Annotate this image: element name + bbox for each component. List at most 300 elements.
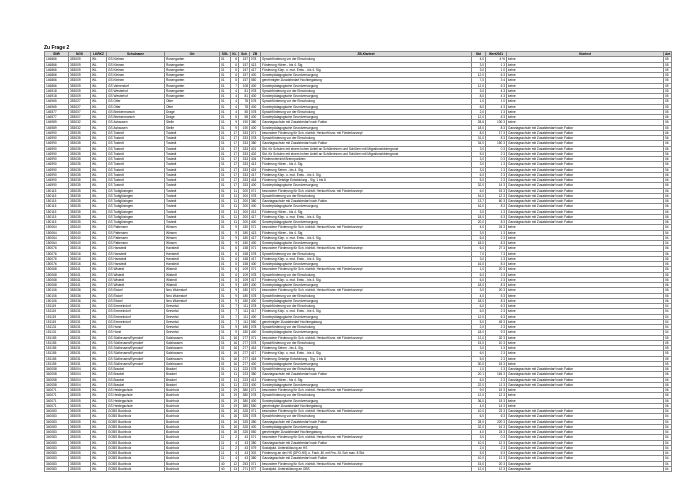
table-cell: Förderung Hören - bis 4. Sig. (261, 162, 472, 167)
table-cell: 151155 (45, 340, 69, 345)
table-cell: Ganztagsschule mit Zusatzbedarf nach Faktor (507, 209, 664, 214)
table-cell: keine (507, 346, 664, 351)
table-cell: WL (91, 125, 107, 130)
table-cell: 04 (664, 314, 672, 319)
table-cell: GOBS Buchholz (107, 440, 165, 445)
table-cell: 078 (250, 251, 261, 256)
table-cell: 190 (239, 125, 250, 130)
table-cell: 353036 (69, 293, 91, 298)
table-cell: Tostedt (165, 193, 220, 198)
table-cell: 1,0 (472, 267, 486, 272)
table-cell: 5,0 (472, 319, 486, 324)
table-cell: 45 3 (486, 319, 507, 324)
table-cell: 353005 (69, 451, 91, 456)
table-cell: 06 (664, 372, 672, 377)
table-cell: Ganztagsschule mit Zusatzbedarf nach Faktor (507, 151, 664, 156)
table-cell: 11 (220, 451, 231, 456)
table-cell: 200 (239, 199, 250, 204)
table-cell: 353035 (69, 214, 91, 219)
table-cell: 7,0 (472, 251, 486, 256)
table-cell: Sonderpädagogische Grundversorgung (261, 298, 472, 303)
table-cell: 3,0 (472, 346, 486, 351)
table-cell: 32,0 (472, 424, 486, 429)
table-cell: keine (507, 403, 664, 408)
table-cell: 353005 (69, 440, 91, 445)
table-cell: Sonderpädagogische Grundversorgung (261, 115, 472, 120)
table-cell: 150076 (45, 256, 69, 261)
table-cell: 9 (231, 288, 239, 293)
table-cell: 4 3 (486, 94, 507, 99)
table-cell: Ganztagsschule mit Zusatzbedarf nach Faktor (261, 372, 472, 377)
table-cell: GS Brinkenmarsch (107, 109, 165, 114)
table-cell: 333 (239, 167, 250, 172)
table-cell: 06 (664, 272, 672, 277)
column-header: NGS (69, 52, 91, 57)
table-cell: WL (91, 372, 107, 377)
table-cell: Ganztagsschule mit Zusatzbedarf nach Faktor (507, 445, 664, 450)
table-cell: GS Pattensen (107, 235, 165, 240)
table-cell: 418 (250, 356, 261, 361)
table-cell: Tostedt (165, 162, 220, 167)
table-cell: 2 3 (486, 356, 507, 361)
table-cell: WL (91, 241, 107, 246)
table-cell: 340083 (45, 440, 69, 445)
table-cell: 06 (664, 136, 672, 141)
table-cell: GS Ashausen (107, 120, 165, 125)
table-cell: 150064 (45, 235, 69, 240)
table-cell: Sprachförderung vor der Einschulung (261, 99, 472, 104)
table-cell: 78 (239, 104, 250, 109)
table-cell: 333 (239, 157, 250, 162)
table-cell: 340083 (45, 424, 69, 429)
table-cell: keine (507, 78, 664, 83)
table-cell: 06 (664, 293, 672, 298)
table-cell: 3,0 (472, 162, 486, 167)
table-cell: Rosengarten (165, 73, 220, 78)
table-cell: 302 (250, 451, 261, 456)
table-cell: 078 (250, 109, 261, 114)
table-cell: Buchholz (165, 466, 220, 471)
table-cell: 17 (231, 172, 239, 177)
table-cell: 60 3 (486, 199, 507, 204)
table-cell: 55 (239, 109, 250, 114)
table-cell: 353005 (69, 445, 91, 450)
table-cell: 150115 (45, 199, 69, 204)
table-cell: WL (91, 267, 107, 272)
column-header: SGL (220, 52, 231, 57)
table-cell: WL (91, 167, 107, 172)
table-cell: besondere Förderung für Sch. nichtdt. Herkunft bzw. mit Förderkonzept (261, 461, 472, 466)
table-cell: 071 (250, 435, 261, 440)
table-cell: 353005 (69, 435, 91, 440)
table-cell: 078 (250, 293, 261, 298)
table-cell: 06 (664, 178, 672, 183)
table-cell: keine (507, 99, 664, 104)
table-cell: 06 (664, 403, 672, 408)
table-cell: 9 (231, 225, 239, 230)
table-cell: 353009 (69, 83, 91, 88)
table-cell: 146866 (45, 73, 69, 78)
table-cell: Sonderpädagogische Grundversorgung (261, 241, 472, 246)
table-cell: 078 (250, 88, 261, 93)
table-cell: 333 (239, 183, 250, 188)
table-cell: Sonderpädagogische Grundversorgung (261, 73, 472, 78)
table-cell: 253 (239, 461, 250, 466)
table-cell: 27 3 (486, 246, 507, 251)
table-cell: 06 (664, 199, 672, 204)
table-cell: Ganztagsschule mit Zusatzbedarf nach Faktor (507, 414, 664, 419)
table-cell: 01 (220, 298, 231, 303)
table-cell: 17 (231, 141, 239, 146)
table-cell: GOBS Buchholz (107, 451, 165, 456)
table-cell: 11 (231, 377, 239, 382)
table-cell: 14 3 (486, 403, 507, 408)
table-cell: 19 (231, 393, 239, 398)
table-cell: 16 (231, 335, 239, 340)
table-cell: genehmigter Zusatzbedarf Hochbegabung (261, 319, 472, 324)
table-cell: 353031 (69, 346, 91, 351)
table-cell: 150068 (45, 267, 69, 272)
table-cell: 01 (220, 88, 231, 93)
table-cell: GS Südheusen/Eyendorf (107, 346, 165, 351)
table-cell: 078 (250, 99, 261, 104)
table-cell: WL (91, 340, 107, 345)
table-cell: 550 (250, 319, 261, 324)
table-cell: 078 (250, 136, 261, 141)
table-cell: Sprachförderung vor der Einschulung (261, 109, 472, 114)
table-cell: Tostedt (165, 172, 220, 177)
table-cell: Sprachförderung vor der Einschulung (261, 293, 472, 298)
table-cell: 24 3 (486, 225, 507, 230)
table-cell: 109 (239, 272, 250, 277)
table-cell: WL (91, 419, 107, 424)
table-cell: Tostedt (165, 214, 220, 219)
table-cell: 01 (220, 293, 231, 298)
table-cell: 01 (220, 277, 231, 282)
table-cell: besondere Förderung für Sch. nichtdt. Herkunft bzw. mit Förderkonzept (261, 267, 472, 272)
table-cell: 04 (664, 230, 672, 235)
table-cell: Ganztagsschule mit Zusatzbedarf nach Faktor (507, 188, 664, 193)
table-cell: 380 (250, 440, 261, 445)
table-cell: GS Kleinen (107, 78, 165, 83)
table-cell: 01 (220, 283, 231, 288)
table-cell: 06 (664, 298, 672, 303)
table-cell: 158 (239, 246, 250, 251)
table-cell: Förderung Körp. u. mot. Entw. - bis 4. Sig. (261, 235, 472, 240)
table-cell: GS Brackel (107, 377, 165, 382)
table-cell: 340083 (45, 456, 69, 461)
table-cell: 01 (220, 99, 231, 104)
table-cell: 1 3 (486, 209, 507, 214)
table-cell: keine (507, 57, 664, 62)
table-cell: 06 (664, 262, 672, 267)
table-cell: WL (91, 382, 107, 387)
table-cell: 1 3 (486, 62, 507, 67)
table-cell: 353035 (69, 220, 91, 225)
table-cell: 11 (231, 193, 239, 198)
table-cell: Sonderpädagogische Grundversorgung (261, 83, 472, 88)
table-cell: 380 (239, 398, 250, 403)
table-cell: 200 (239, 193, 250, 198)
table-cell: GOBS Buchholz (107, 466, 165, 471)
table-cell: keine (507, 319, 664, 324)
table-cell: 16,0 (472, 193, 486, 198)
table-cell: 415 (250, 346, 261, 351)
table-cell: GS Westerhof (107, 94, 165, 99)
table-cell: 400 (250, 330, 261, 335)
table-cell: 17 (231, 183, 239, 188)
table-cell: 12,0 (472, 314, 486, 319)
table-cell: WL (91, 57, 107, 62)
table-cell: 400 (250, 298, 261, 303)
table-cell: 146577 (45, 109, 69, 114)
table-cell: 19 (231, 403, 239, 408)
table-cell: WL (91, 314, 107, 319)
table-cell: 146990 (45, 183, 69, 188)
table-cell: 6,0 (472, 188, 486, 193)
table-cell: 150 3 (486, 141, 507, 146)
table-cell: 01 (220, 178, 231, 183)
table-cell: 01 (220, 335, 231, 340)
table-cell: GS Todtglüsingen (107, 214, 165, 219)
table-cell: 6 (231, 57, 239, 62)
table-cell: 380 (250, 456, 261, 461)
table-cell: GS Tostedt (107, 136, 165, 141)
table-cell: 10,0 (472, 456, 486, 461)
table-cell: 0 3 (486, 157, 507, 162)
table-cell: 4 (231, 99, 239, 104)
table-cell: 01 (220, 193, 231, 198)
table-cell: 01 (220, 372, 231, 377)
table-cell: 380 (239, 393, 250, 398)
table-cell: 11 (231, 204, 239, 209)
table-cell: 2 (231, 435, 239, 440)
table-cell: 353040 (69, 241, 91, 246)
table-cell: 01 (220, 346, 231, 351)
table-cell: Rosengarten (165, 62, 220, 67)
table-cell: 4 (231, 456, 239, 461)
table-cell: 340083 (45, 409, 69, 414)
table-cell: WL (91, 388, 107, 393)
table-cell: 01 (220, 109, 231, 114)
table-cell: 6 (231, 246, 239, 251)
table-cell: keine (507, 356, 664, 361)
table-cell: 333 (239, 136, 250, 141)
table-cell: 16 (231, 414, 239, 419)
table-cell: WL (91, 220, 107, 225)
table-cell: GS Wistedt (107, 267, 165, 272)
table-cell: WL (91, 440, 107, 445)
table-cell: 78 (239, 99, 250, 104)
table-cell: 01 (220, 57, 231, 62)
table-cell: 151119 (45, 314, 69, 319)
table-cell: 9,0 (472, 388, 486, 393)
table-cell: 150115 (45, 188, 69, 193)
table-cell: 01 (220, 78, 231, 83)
table-cell: Sprachförderung vor der Einschulung (261, 393, 472, 398)
table-cell: 6 3 (486, 304, 507, 309)
table-cell: Förderung Hören - bis 4. Sig. (261, 62, 472, 67)
table-cell: 8,0 (472, 94, 486, 99)
table-cell: Ganztagsschule mit Zusatzbedarf nach Faktor (507, 141, 664, 146)
table-cell: Förderung Körp. u. mot. Entw. - bis 4. Sig. (261, 172, 472, 177)
table-cell: 16 (231, 346, 239, 351)
table-cell: Ganztagsschule mit Zusatzbedarf nach Faktor (507, 193, 664, 198)
table-cell: WL (91, 272, 107, 277)
table-cell: 333 (239, 172, 250, 177)
table-cell: 01 (220, 414, 231, 419)
table-cell: 333 (239, 130, 250, 135)
table-cell: 180 (239, 230, 250, 235)
table-cell: 413 (250, 230, 261, 235)
table-cell: 6,0 (472, 414, 486, 419)
table-cell: GS Südheusen/Eyendorf (107, 361, 165, 366)
table-cell: 8 3 (486, 220, 507, 225)
table-cell: 32,0 (472, 183, 486, 188)
table-cell: 2,0 (472, 109, 486, 114)
table-cell: 11 (231, 209, 239, 214)
table-cell: 400 (250, 204, 261, 209)
table-cell: 180 (239, 235, 250, 240)
table-cell: Ganztagsschule mit Zusatzbedarf nach Faktor (507, 377, 664, 382)
table-cell: 353016 (69, 246, 91, 251)
table-cell: 01 (220, 267, 231, 272)
table-cell: Buchholz (165, 445, 220, 450)
table-cell: 6 (231, 251, 239, 256)
table-cell: Seevetal (165, 325, 220, 330)
table-cell: 4,0 (472, 430, 486, 435)
table-cell: GS Südheusen/Eyendorf (107, 335, 165, 340)
table-cell: 05 (664, 346, 672, 351)
table-cell: WL (91, 199, 107, 204)
table-cell: 2 3 (486, 325, 507, 330)
table-cell: Rosengarten (165, 83, 220, 88)
table-cell: 353031 (69, 309, 91, 314)
table-cell: 550 (250, 78, 261, 83)
table-cell: Ganztagsschule mit Zusatzbedarf nach Faktor (507, 419, 664, 424)
table-cell: Förderung Sehen - bis 4. Sig. (261, 346, 472, 351)
table-cell: 28,6 (472, 120, 486, 125)
table-cell: 43 (239, 445, 250, 450)
table-cell: WL (91, 298, 107, 303)
table-cell: WL (91, 262, 107, 267)
table-cell: 7 (231, 83, 239, 88)
column-header: Std (472, 52, 486, 57)
table-cell: 6,0 (472, 277, 486, 282)
table-cell: 333 (239, 162, 250, 167)
table-cell: 071 (250, 225, 261, 230)
table-cell: 340058 (45, 372, 69, 377)
table-cell: keine (507, 340, 664, 345)
table-cell: 071 (250, 288, 261, 293)
table-cell: Ganztagsschule mit Zusatzbedarf nach Faktor (507, 214, 664, 219)
table-cell: 05 (664, 88, 672, 93)
table-cell: Sprachförderung vor der Einschulung (261, 325, 472, 330)
table-cell: 31,0 (472, 136, 486, 141)
table-cell: keine (507, 262, 664, 267)
column-header: SNR (45, 52, 69, 57)
page-title: Zu Frage 2 (44, 45, 70, 51)
table-cell: besondere Förderung für Sch. nichtdt. Herkunft bzw. mit Förderkonzept (261, 388, 472, 393)
table-cell: 415 (250, 167, 261, 172)
table-cell: 40 (220, 466, 231, 471)
table-cell: 16 3 (486, 424, 507, 429)
table-cell: 277 (239, 346, 250, 351)
table-cell: 353005 (69, 430, 91, 435)
table-cell: 4,0 (472, 57, 486, 62)
table-cell: Ganztagsschule mit Zusatzbedarf nach Faktor (507, 162, 664, 167)
table-cell: Förderung Geistige Entwicklung - Sig. 1 bis 8 (261, 178, 472, 183)
table-cell: 6 3 (486, 214, 507, 219)
table-cell: 1,0 (472, 99, 486, 104)
table-cell: GS Brackel (107, 372, 165, 377)
table-cell: 146990 (45, 136, 69, 141)
table-cell: Rosengarten (165, 67, 220, 72)
table-cell: 16 (231, 419, 239, 424)
table-cell: WL (91, 251, 107, 256)
table-cell: 2 (231, 445, 239, 450)
table-cell: 04 (664, 325, 672, 330)
table-cell: 43 (239, 435, 250, 440)
table-cell: 3,0 (472, 146, 486, 151)
table-cell: 05 (664, 78, 672, 83)
table-cell: 2 3 (486, 172, 507, 177)
table-cell: 400 (250, 220, 261, 225)
table-cell: 05 (664, 57, 672, 62)
table-cell: 12,0 (472, 83, 486, 88)
table-cell: Rosengarten (165, 88, 220, 93)
table-cell: 6 3 (486, 451, 507, 456)
table-cell: 380 (250, 199, 261, 204)
table-cell: WL (91, 466, 107, 471)
table-cell: 1 0 (486, 67, 507, 72)
table-cell: 108 (239, 83, 250, 88)
table-cell: 8 3 (486, 298, 507, 303)
table-cell: GS Emmelndorf (107, 309, 165, 314)
table-cell: 01 (220, 424, 231, 429)
table-cell: Buchholz (165, 388, 220, 393)
table-cell: 353032 (69, 125, 91, 130)
table-cell: 340058 (45, 382, 69, 387)
table-cell: keine (507, 241, 664, 246)
table-cell: Stelle (165, 125, 220, 130)
table-cell: 413 (250, 377, 261, 382)
table-cell: Förderung Hören - bis 4. Sig. (261, 377, 472, 382)
table-cell: 353009 (69, 94, 91, 99)
table-cell: GS Otter (107, 104, 165, 109)
table-cell: 10,0 (472, 440, 486, 445)
table-cell: WL (91, 451, 107, 456)
table-cell: 32 3 (486, 335, 507, 340)
table-cell: 353035 (69, 167, 91, 172)
table-cell: Tostedt (165, 130, 220, 135)
table-cell: 12 3 (486, 440, 507, 445)
table-cell: 130 3 (486, 120, 507, 125)
table-cell: 200 (239, 220, 250, 225)
table-cell: 05 (664, 356, 672, 361)
table-cell: WL (91, 115, 107, 120)
table-cell: keine (507, 225, 664, 230)
table-cell: 40 (220, 461, 231, 466)
table-cell: 353016 (69, 262, 91, 267)
table-cell: 417 (250, 214, 261, 219)
table-cell: 7,0 (472, 78, 486, 83)
table-cell: 380 (250, 120, 261, 125)
table-cell: 380 (250, 141, 261, 146)
table-cell: 417 (250, 309, 261, 314)
table-cell: WL (91, 83, 107, 88)
table-cell: GS Emmelndorf (107, 314, 165, 319)
